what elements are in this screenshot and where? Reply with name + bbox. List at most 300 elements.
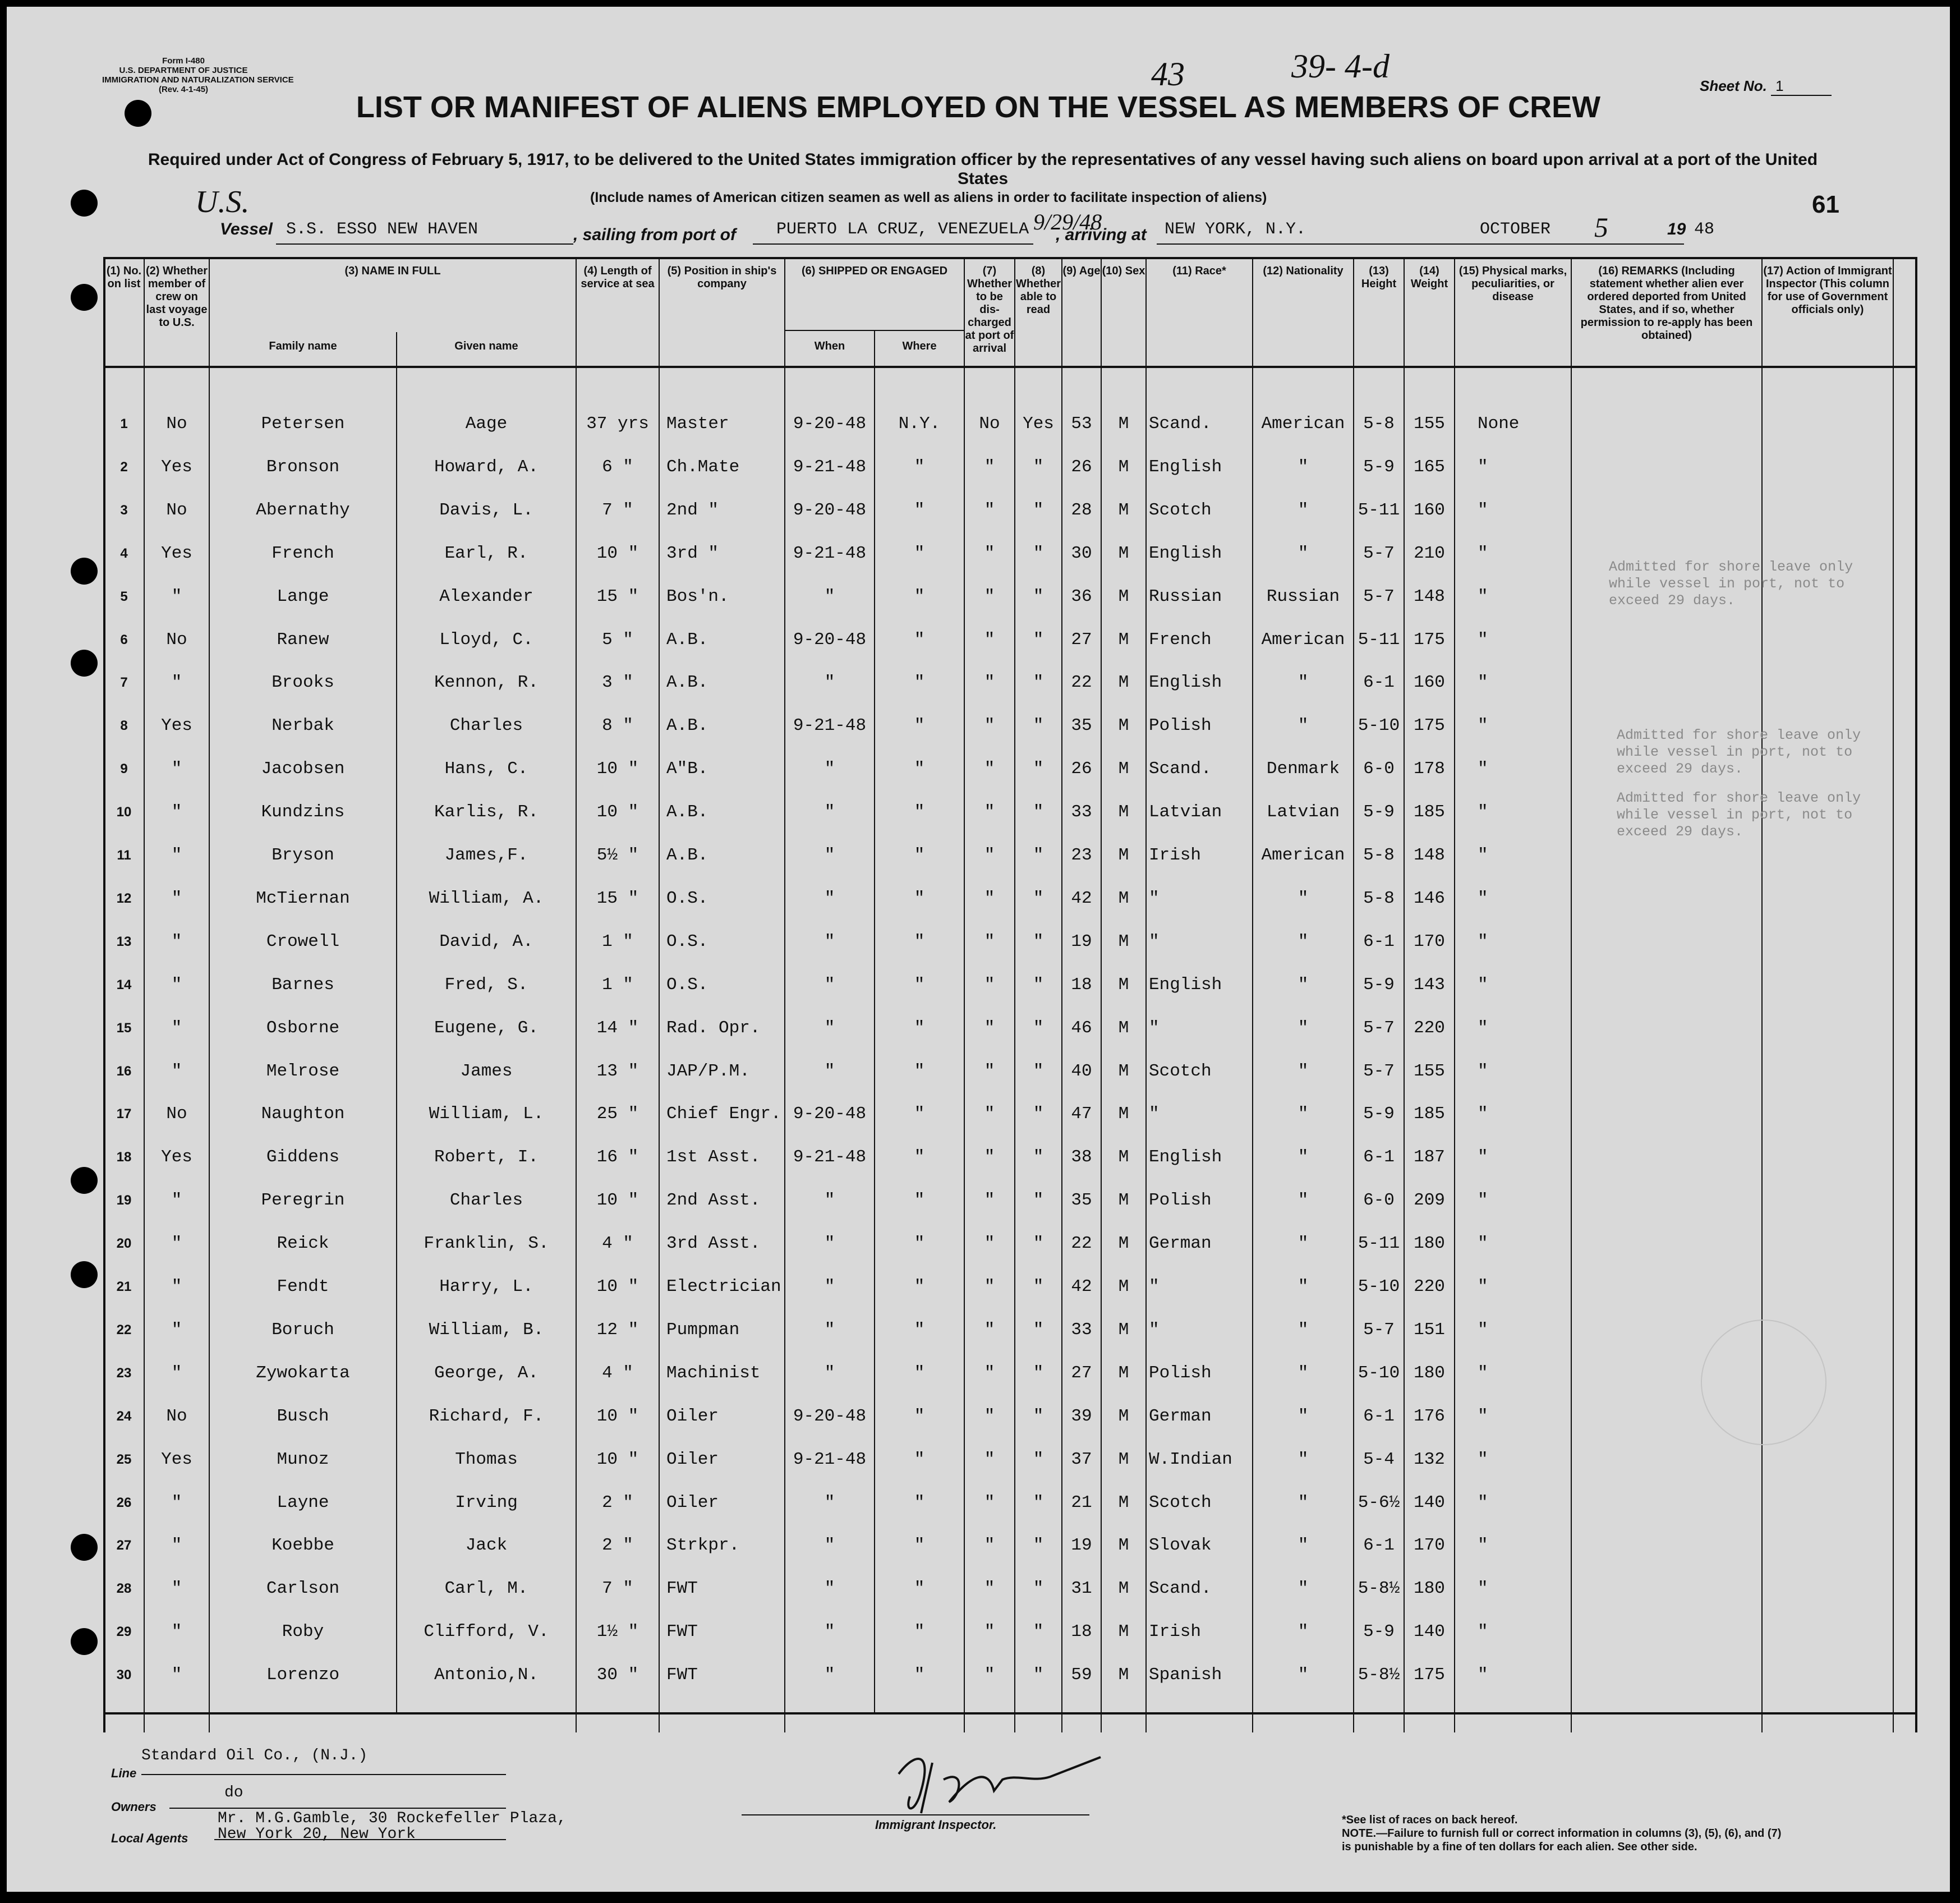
cell-last-voyage: " bbox=[171, 1018, 182, 1038]
cell-sex: M bbox=[1118, 544, 1129, 563]
cell-read: " bbox=[1033, 1018, 1044, 1038]
cell-read: " bbox=[1033, 587, 1044, 606]
handwritten-mark: U.S. bbox=[195, 185, 250, 219]
cell-discharged: " bbox=[984, 1536, 995, 1555]
cell-sex: M bbox=[1118, 457, 1129, 477]
cell-weight: 165 bbox=[1414, 457, 1445, 477]
cell-no: 19 bbox=[116, 1193, 132, 1208]
cell-marks: " bbox=[1478, 932, 1488, 952]
cell-read: " bbox=[1033, 1665, 1044, 1685]
cell-read: " bbox=[1033, 1190, 1044, 1210]
cell-discharged: " bbox=[984, 1277, 995, 1297]
cell-read: " bbox=[1033, 1363, 1044, 1383]
cell-nationality: Russian bbox=[1266, 587, 1340, 606]
cell-service: 5½ " bbox=[596, 845, 639, 865]
cell-height: 5-10 bbox=[1358, 716, 1400, 736]
cell-no: 1 bbox=[120, 416, 128, 431]
cell-where: " bbox=[914, 1406, 925, 1426]
cell-read: " bbox=[1033, 802, 1044, 822]
cell-discharged: " bbox=[984, 457, 995, 477]
cell-marks: " bbox=[1478, 457, 1488, 477]
cell-read: " bbox=[1033, 457, 1044, 477]
cell-sex: M bbox=[1118, 1234, 1129, 1253]
cell-discharged: " bbox=[984, 1493, 995, 1513]
cell-age: 22 bbox=[1071, 673, 1092, 692]
manifest-page bbox=[7, 7, 1950, 1892]
inspector-stamp-seal bbox=[1701, 1320, 1826, 1445]
cell-family: Jacobsen bbox=[261, 759, 345, 779]
header-length-of-service: (4) Length of service at sea bbox=[581, 265, 655, 290]
cell-family: Bryson bbox=[272, 845, 334, 865]
cell-last-voyage: " bbox=[171, 1190, 182, 1210]
cell-discharged: No bbox=[979, 414, 1000, 434]
cell-family: Koebbe bbox=[272, 1536, 334, 1555]
cell-marks: " bbox=[1478, 1320, 1488, 1340]
cell-family: Reick bbox=[277, 1234, 329, 1253]
cell-sex: M bbox=[1118, 932, 1129, 952]
cell-last-voyage: " bbox=[171, 587, 182, 606]
cell-height: 5-7 bbox=[1363, 544, 1395, 563]
cell-race: " bbox=[1149, 1018, 1160, 1038]
cell-weight: 155 bbox=[1414, 414, 1445, 434]
cell-family: Fendt bbox=[277, 1277, 329, 1297]
cell-age: 47 bbox=[1071, 1104, 1092, 1124]
cell-given: George, A. bbox=[434, 1363, 539, 1383]
cell-where: " bbox=[914, 889, 925, 908]
cell-position: 1st Asst. bbox=[666, 1147, 761, 1167]
cell-sex: M bbox=[1118, 1493, 1129, 1513]
cell-age: 23 bbox=[1071, 845, 1092, 865]
cell-no: 27 bbox=[116, 1538, 132, 1553]
cell-nationality: " bbox=[1298, 1493, 1309, 1513]
cell-race: English bbox=[1149, 975, 1222, 995]
cell-height: 6-1 bbox=[1363, 932, 1395, 952]
cell-where: " bbox=[914, 1536, 925, 1555]
header-position: (5) Position in ship's company bbox=[667, 265, 777, 290]
cell-nationality: " bbox=[1298, 716, 1309, 736]
cell-marks: " bbox=[1478, 673, 1488, 692]
cell-family: Zywokarta bbox=[256, 1363, 350, 1383]
form-department: U.S. DEPARTMENT OF JUSTICE bbox=[119, 66, 248, 75]
cell-race: W.Indian bbox=[1149, 1450, 1232, 1469]
cell-height: 5-10 bbox=[1358, 1363, 1400, 1383]
cell-height: 5-9 bbox=[1363, 975, 1395, 995]
cell-race: English bbox=[1149, 457, 1222, 477]
cell-last-voyage: " bbox=[171, 1277, 182, 1297]
cell-marks: " bbox=[1478, 1147, 1488, 1167]
cell-height: 5-10 bbox=[1358, 1277, 1400, 1297]
cell-marks: " bbox=[1478, 587, 1488, 606]
cell-sex: M bbox=[1118, 1190, 1129, 1210]
cell-nationality: American bbox=[1261, 630, 1345, 650]
cell-nationality: " bbox=[1298, 1579, 1309, 1598]
page-code: 61 bbox=[1812, 191, 1839, 218]
cell-position: 3rd Asst. bbox=[666, 1234, 761, 1253]
cell-last-voyage: " bbox=[171, 1061, 182, 1081]
cell-last-voyage: " bbox=[171, 932, 182, 952]
cell-service: 10 " bbox=[596, 1406, 639, 1426]
form-number: Form I-480 bbox=[162, 56, 205, 66]
cell-marks: " bbox=[1478, 1277, 1488, 1297]
cell-position: JAP/P.M. bbox=[666, 1061, 750, 1081]
cell-height: 5-8½ bbox=[1358, 1665, 1400, 1685]
cell-race: " bbox=[1149, 1277, 1160, 1297]
page-title: LIST OR MANIFEST OF ALIENS EMPLOYED ON THE VESSEL AS MEMBERS OF CREW bbox=[356, 90, 1601, 124]
cell-weight: 160 bbox=[1414, 673, 1445, 692]
cell-last-voyage: No bbox=[166, 1406, 187, 1426]
cell-weight: 140 bbox=[1414, 1493, 1445, 1513]
cell-family: Giddens bbox=[266, 1147, 340, 1167]
cell-when: " bbox=[824, 1493, 835, 1513]
cell-discharged: " bbox=[984, 759, 995, 779]
line-label: Line bbox=[111, 1766, 137, 1780]
cell-when: " bbox=[824, 1363, 835, 1383]
cell-when: 9-21-48 bbox=[793, 457, 867, 477]
cell-race: Scotch bbox=[1149, 1493, 1212, 1513]
cell-given: Richard, F. bbox=[429, 1406, 544, 1426]
header-member-last-voyage: (2) Whether member of crew on last voyage to U.S. bbox=[146, 265, 208, 329]
cell-service: 10 " bbox=[596, 544, 639, 563]
cell-given: William, L. bbox=[429, 1104, 544, 1124]
cell-height: 5-9 bbox=[1363, 1104, 1395, 1124]
punch-hole bbox=[71, 650, 98, 677]
cell-given: James bbox=[460, 1061, 513, 1081]
cell-given: Harry, L. bbox=[439, 1277, 533, 1297]
cell-marks: " bbox=[1478, 1363, 1488, 1383]
cell-service: 1 " bbox=[602, 932, 633, 952]
cell-age: 39 bbox=[1071, 1406, 1092, 1426]
cell-read: " bbox=[1033, 932, 1044, 952]
cell-where: " bbox=[914, 1104, 925, 1124]
cell-marks: " bbox=[1478, 1018, 1488, 1038]
cell-sex: M bbox=[1118, 975, 1129, 995]
cell-read: " bbox=[1033, 975, 1044, 995]
cell-discharged: " bbox=[984, 1061, 995, 1081]
cell-where: " bbox=[914, 932, 925, 952]
cell-discharged: " bbox=[984, 1190, 995, 1210]
cell-family: McTiernan bbox=[256, 889, 350, 908]
cell-weight: 185 bbox=[1414, 802, 1445, 822]
cell-when: " bbox=[824, 1536, 835, 1555]
header-nationality: (12) Nationality bbox=[1263, 265, 1344, 277]
cell-marks: " bbox=[1478, 1665, 1488, 1685]
cell-position: A"B. bbox=[666, 759, 708, 779]
cell-no: 25 bbox=[116, 1452, 132, 1467]
cell-discharged: " bbox=[984, 1320, 995, 1340]
cell-position: Pumpman bbox=[666, 1320, 740, 1340]
form-revision: (Rev. 4-1-45) bbox=[158, 85, 209, 94]
cell-race: Scand. bbox=[1149, 759, 1212, 779]
cell-position: Electrician bbox=[666, 1277, 781, 1297]
cell-age: 40 bbox=[1071, 1061, 1092, 1081]
cell-where: " bbox=[914, 1277, 925, 1297]
cell-race: Spanish bbox=[1149, 1665, 1222, 1685]
cell-discharged: " bbox=[984, 587, 995, 606]
cell-family: Brooks bbox=[272, 673, 334, 692]
cell-race: French bbox=[1149, 630, 1212, 650]
cell-family: Roby bbox=[282, 1622, 324, 1642]
cell-given: Kennon, R. bbox=[434, 673, 539, 692]
owners-value: do bbox=[224, 1784, 243, 1801]
cell-read: " bbox=[1033, 500, 1044, 520]
cell-no: 10 bbox=[116, 805, 132, 820]
cell-given: Hans, C. bbox=[444, 759, 528, 779]
cell-no: 21 bbox=[116, 1279, 132, 1294]
cell-read: " bbox=[1033, 1277, 1044, 1297]
cell-race: Latvian bbox=[1149, 802, 1222, 822]
header-height: (13) Height bbox=[1361, 265, 1397, 290]
cell-read: " bbox=[1033, 1320, 1044, 1340]
cell-no: 29 bbox=[116, 1624, 132, 1639]
cell-position: A.B. bbox=[666, 673, 708, 692]
cell-weight: 148 bbox=[1414, 845, 1445, 865]
cell-nationality: " bbox=[1298, 500, 1309, 520]
cell-marks: " bbox=[1478, 845, 1488, 865]
cell-position: Chief Engr. bbox=[666, 1104, 781, 1124]
cell-height: 6-0 bbox=[1363, 759, 1395, 779]
cell-age: 18 bbox=[1071, 1622, 1092, 1642]
cell-discharged: " bbox=[984, 1665, 995, 1685]
cell-when: " bbox=[824, 802, 835, 822]
cell-height: 6-1 bbox=[1363, 1147, 1395, 1167]
line-value: Standard Oil Co., (N.J.) bbox=[141, 1747, 368, 1764]
cell-position: Oiler bbox=[666, 1493, 719, 1513]
cell-race: " bbox=[1149, 1320, 1160, 1340]
cell-when: " bbox=[824, 759, 835, 779]
header-when: When bbox=[814, 340, 845, 352]
cell-service: 7 " bbox=[602, 1579, 633, 1598]
cell-height: 5-4 bbox=[1363, 1450, 1395, 1469]
cell-marks: " bbox=[1478, 544, 1488, 563]
cell-no: 14 bbox=[116, 977, 132, 992]
cell-read: " bbox=[1033, 1406, 1044, 1426]
cell-last-voyage: " bbox=[171, 802, 182, 822]
cell-nationality: American bbox=[1261, 845, 1345, 865]
cell-height: 5-11 bbox=[1358, 630, 1400, 650]
cell-weight: 175 bbox=[1414, 1665, 1445, 1685]
cell-service: 4 " bbox=[602, 1363, 633, 1383]
cell-given: Howard, A. bbox=[434, 457, 539, 477]
cell-weight: 220 bbox=[1414, 1277, 1445, 1297]
header-race: (11) Race* bbox=[1172, 265, 1226, 277]
cell-when: " bbox=[824, 975, 835, 995]
cell-discharged: " bbox=[984, 975, 995, 995]
cell-given: Franklin, S. bbox=[424, 1234, 549, 1253]
cell-race: Irish bbox=[1149, 1622, 1202, 1642]
cell-service: 8 " bbox=[602, 716, 633, 736]
cell-given: Robert, I. bbox=[434, 1147, 539, 1167]
cell-read: " bbox=[1033, 1450, 1044, 1469]
cell-no: 23 bbox=[116, 1366, 132, 1381]
cell-sex: M bbox=[1118, 1665, 1129, 1685]
cell-sex: M bbox=[1118, 802, 1129, 822]
cell-discharged: " bbox=[984, 716, 995, 736]
cell-position: Rad. Opr. bbox=[666, 1018, 761, 1038]
cell-position: Oiler bbox=[666, 1450, 719, 1469]
cell-position: A.B. bbox=[666, 802, 708, 822]
cell-when: " bbox=[824, 845, 835, 865]
cell-family: Busch bbox=[277, 1406, 329, 1426]
cell-read: Yes bbox=[1023, 414, 1054, 434]
cell-age: 59 bbox=[1071, 1665, 1092, 1685]
cell-marks: " bbox=[1478, 1104, 1488, 1124]
handwritten-date: 9/29/48 bbox=[1033, 209, 1102, 235]
cell-given: Karlis, R. bbox=[434, 802, 539, 822]
cell-race: Scotch bbox=[1149, 500, 1212, 520]
cell-discharged: " bbox=[984, 845, 995, 865]
cell-nationality: " bbox=[1298, 673, 1309, 692]
remark-stamp: Admitted for shore leave only while vessel in port, not to exceed 29 days. bbox=[1617, 727, 1861, 777]
cell-given: James,F. bbox=[444, 845, 528, 865]
cell-when: 9-20-48 bbox=[793, 1406, 867, 1426]
cell-read: " bbox=[1033, 845, 1044, 865]
cell-race: Polish bbox=[1149, 716, 1212, 736]
cell-age: 36 bbox=[1071, 587, 1092, 606]
cell-where: " bbox=[914, 1061, 925, 1081]
cell-last-voyage: No bbox=[166, 1104, 187, 1124]
cell-sex: M bbox=[1118, 414, 1129, 434]
cell-height: 5-11 bbox=[1358, 1234, 1400, 1253]
remark-stamp: Admitted for shore leave only while vessel in port, not to exceed 29 days. bbox=[1609, 559, 1853, 609]
cell-service: 1½ " bbox=[596, 1622, 639, 1642]
cell-nationality: " bbox=[1298, 1363, 1309, 1383]
cell-race: English bbox=[1149, 1147, 1222, 1167]
cell-sex: M bbox=[1118, 1320, 1129, 1340]
cell-given: Alexander bbox=[439, 587, 533, 606]
cell-age: 28 bbox=[1071, 500, 1092, 520]
cell-height: 5-9 bbox=[1363, 457, 1395, 477]
cell-where: " bbox=[914, 1018, 925, 1038]
cell-family: Osborne bbox=[266, 1018, 340, 1038]
cell-nationality: Latvian bbox=[1266, 802, 1340, 822]
cell-read: " bbox=[1033, 1061, 1044, 1081]
cell-weight: 180 bbox=[1414, 1579, 1445, 1598]
cell-no: 28 bbox=[116, 1581, 132, 1596]
year-prefix: 19 bbox=[1667, 220, 1686, 238]
cell-age: 21 bbox=[1071, 1493, 1092, 1513]
cell-age: 35 bbox=[1071, 1190, 1092, 1210]
cell-race: Polish bbox=[1149, 1190, 1212, 1210]
cell-no: 4 bbox=[120, 546, 128, 561]
cell-family: Boruch bbox=[272, 1320, 334, 1340]
cell-sex: M bbox=[1118, 1450, 1129, 1469]
cell-when: 9-21-48 bbox=[793, 1147, 867, 1167]
cell-sex: M bbox=[1118, 1579, 1129, 1598]
cell-last-voyage: " bbox=[171, 975, 182, 995]
arrival-day: 5 bbox=[1594, 212, 1608, 243]
cell-last-voyage: " bbox=[171, 1665, 182, 1685]
cell-nationality: " bbox=[1298, 1147, 1309, 1167]
cell-race: Polish bbox=[1149, 1363, 1212, 1383]
cell-weight: 170 bbox=[1414, 932, 1445, 952]
cell-weight: 180 bbox=[1414, 1363, 1445, 1383]
cell-height: 5-9 bbox=[1363, 802, 1395, 822]
cell-no: 6 bbox=[120, 632, 128, 647]
cell-position: Strkpr. bbox=[666, 1536, 740, 1555]
cell-no: 22 bbox=[116, 1322, 132, 1337]
cell-last-voyage: Yes bbox=[161, 716, 192, 736]
cell-given: Antonio,N. bbox=[434, 1665, 539, 1685]
cell-position: 3rd " bbox=[666, 544, 719, 563]
cell-read: " bbox=[1033, 1493, 1044, 1513]
header-family-name: Family name bbox=[269, 340, 337, 352]
cell-weight: 175 bbox=[1414, 716, 1445, 736]
cell-race: English bbox=[1149, 544, 1222, 563]
cell-when: " bbox=[824, 1320, 835, 1340]
local-agents-line1: Mr. M.G.Gamble, 30 Rockefeller Plaza, bbox=[218, 1810, 567, 1827]
cell-where: " bbox=[914, 630, 925, 650]
cell-race: Scand. bbox=[1149, 1579, 1212, 1598]
cell-marks: None bbox=[1478, 414, 1520, 434]
cell-service: 7 " bbox=[602, 500, 633, 520]
cell-read: " bbox=[1033, 1104, 1044, 1124]
cell-nationality: " bbox=[1298, 1061, 1309, 1081]
cell-given: Fred, S. bbox=[444, 975, 528, 995]
cell-service: 30 " bbox=[596, 1665, 639, 1685]
cell-when: " bbox=[824, 1234, 835, 1253]
cell-weight: 180 bbox=[1414, 1234, 1445, 1253]
requirement-text: Required under Act of Congress of February 5, 1917, to be delivered to the United States immigration officer by the representatives of any vessel having such aliens on board upon arrival at a port of the United States bbox=[148, 150, 1818, 188]
cell-marks: " bbox=[1478, 1450, 1488, 1469]
cell-nationality: " bbox=[1298, 1622, 1309, 1642]
cell-no: 11 bbox=[117, 848, 131, 863]
cell-sex: M bbox=[1118, 1406, 1129, 1426]
cell-sex: M bbox=[1118, 1622, 1129, 1642]
cell-service: 16 " bbox=[596, 1147, 639, 1167]
cell-given: Irving bbox=[455, 1493, 518, 1513]
sheet-number: Sheet No. 1 bbox=[1700, 77, 1832, 96]
header-remarks: (16) REMARKS (Including statement whether alien ever ordered deported from United States, and if so, whether permission to re-apply has been obtained) bbox=[1580, 265, 1753, 342]
cell-position: O.S. bbox=[666, 889, 708, 908]
cell-discharged: " bbox=[984, 544, 995, 563]
cell-no: 5 bbox=[120, 589, 128, 604]
header-where: Where bbox=[902, 340, 937, 352]
cell-discharged: " bbox=[984, 932, 995, 952]
cell-where: " bbox=[914, 1190, 925, 1210]
cell-service: 14 " bbox=[596, 1018, 639, 1038]
cell-nationality: " bbox=[1298, 932, 1309, 952]
cell-last-voyage: No bbox=[166, 630, 187, 650]
cell-race: English bbox=[1149, 673, 1222, 692]
cell-service: 15 " bbox=[596, 587, 639, 606]
vessel-label: Vessel bbox=[220, 220, 273, 238]
cell-no: 24 bbox=[116, 1409, 132, 1424]
punch-hole bbox=[71, 558, 98, 585]
cell-weight: 175 bbox=[1414, 630, 1445, 650]
cell-discharged: " bbox=[984, 1579, 995, 1598]
year-suffix: 48 bbox=[1694, 220, 1715, 239]
cell-where: " bbox=[914, 1579, 925, 1598]
cell-when: 9-21-48 bbox=[793, 1450, 867, 1469]
cell-no: 9 bbox=[120, 761, 128, 776]
cell-when: 9-20-48 bbox=[793, 1104, 867, 1124]
cell-where: " bbox=[914, 802, 925, 822]
cell-last-voyage: " bbox=[171, 1320, 182, 1340]
vessel-name: S.S. ESSO NEW HAVEN bbox=[286, 220, 479, 239]
cell-height: 6-1 bbox=[1363, 1406, 1395, 1426]
cell-when: " bbox=[824, 889, 835, 908]
cell-marks: " bbox=[1478, 759, 1488, 779]
arrival-month: OCTOBER bbox=[1480, 220, 1551, 239]
cell-family: Lorenzo bbox=[266, 1665, 340, 1685]
cell-when: " bbox=[824, 1190, 835, 1210]
cell-weight: 220 bbox=[1414, 1018, 1445, 1038]
cell-marks: " bbox=[1478, 1406, 1488, 1426]
cell-race: Scotch bbox=[1149, 1061, 1212, 1081]
cell-service: 3 " bbox=[602, 673, 633, 692]
cell-sex: M bbox=[1118, 1277, 1129, 1297]
cell-when: " bbox=[824, 587, 835, 606]
